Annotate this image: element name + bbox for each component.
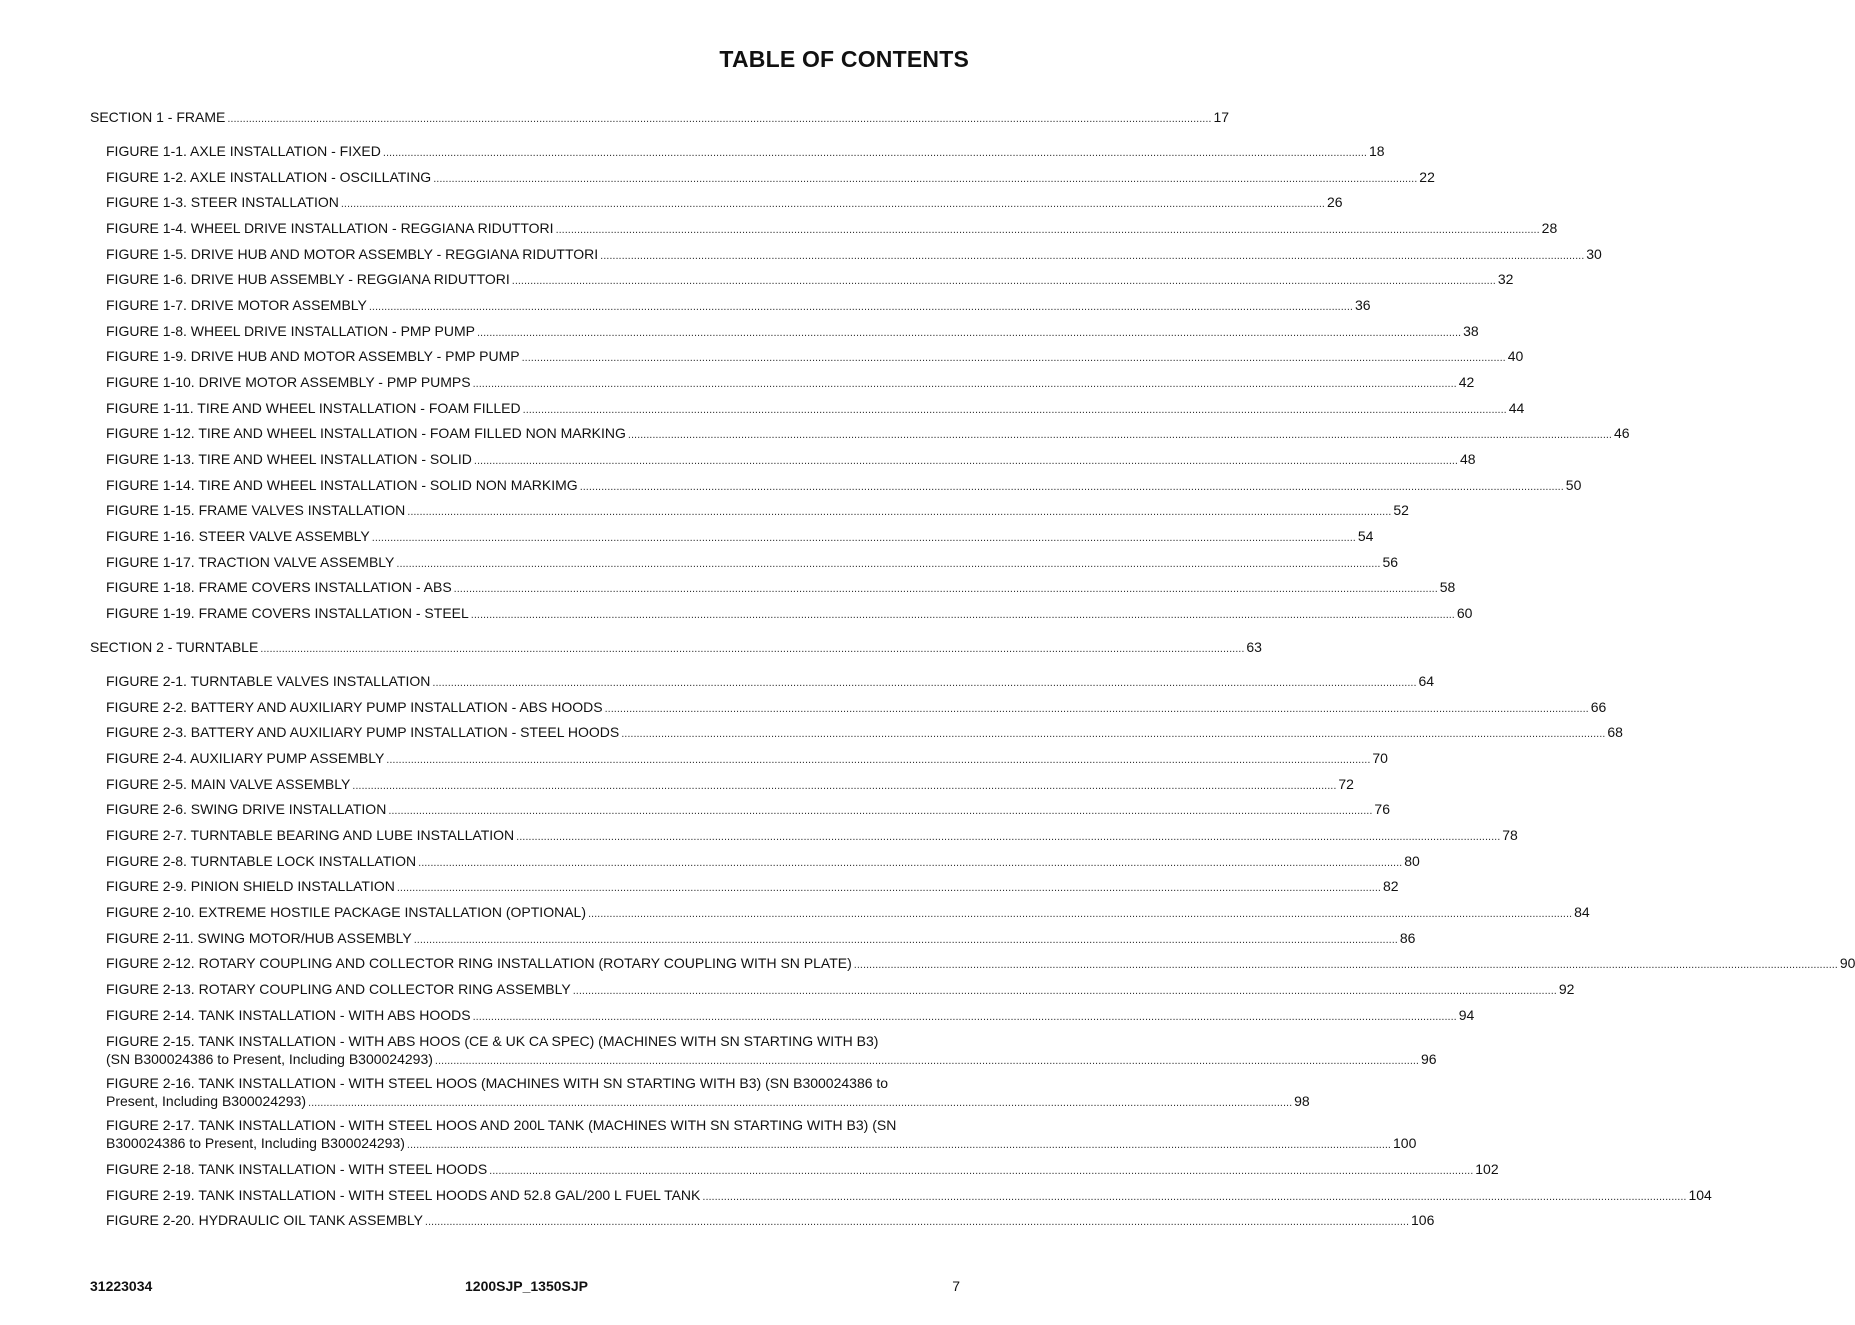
toc-figure-entry[interactable] [90, 877, 1399, 897]
dot-leader [512, 270, 1496, 290]
toc-entry-title: FIGURE 2-9. PINION SHIELD INSTALLATION [106, 878, 395, 894]
toc-entry-title: Present, Including B300024293) [106, 1093, 307, 1109]
dot-leader [628, 424, 1612, 444]
toc-figure-entry[interactable] [90, 723, 1623, 743]
dot-leader [473, 1006, 1457, 1026]
toc-figure-entry[interactable] [90, 826, 1518, 846]
dot-leader [396, 553, 1380, 573]
toc-figure-entry[interactable] [90, 749, 1388, 769]
toc-page-number: 30 [1586, 246, 1602, 262]
toc-page-number: 38 [1463, 323, 1479, 339]
dot-leader [418, 852, 1402, 872]
dot-leader [433, 168, 1417, 188]
toc-figure-entry[interactable] [90, 424, 1630, 444]
toc-entry-title: SECTION 2 - TURNTABLE [90, 639, 259, 655]
toc-figure-entry[interactable] [90, 1186, 1712, 1206]
toc-entry-title: FIGURE 1-4. WHEEL DRIVE INSTALLATION - REGGIANA RIDUTTORI [106, 220, 554, 236]
toc-entry-title: FIGURE 1-2. AXLE INSTALLATION - OSCILLATING [106, 169, 432, 185]
toc-entry-title: FIGURE 1-1. AXLE INSTALLATION - FIXED [106, 143, 381, 159]
dot-leader [407, 501, 1391, 521]
dot-leader [473, 373, 1457, 393]
toc-figure-entry[interactable] [90, 476, 1582, 496]
toc-page-number: 36 [1354, 297, 1371, 313]
toc-figure-entry[interactable] [90, 168, 1435, 188]
toc-figure-entry[interactable] [90, 347, 1524, 367]
toc-entry-title: FIGURE 2-13. ROTARY COUPLING AND COLLECTOR RING ASSEMBLY [106, 981, 571, 997]
toc-entry-title: FIGURE 1-18. FRAME COVERS INSTALLATION - ABS [106, 579, 452, 595]
dot-leader [435, 1050, 1419, 1070]
toc-entry-title: FIGURE 1-3. STEER INSTALLATION [106, 194, 339, 210]
toc-page-number: 66 [1590, 699, 1607, 715]
toc-entry-title: FIGURE 2-7. TURNTABLE BEARING AND LUBE INSTALLATION [106, 827, 515, 843]
toc-page-number: 94 [1458, 1007, 1475, 1023]
toc-figure-entry[interactable] [90, 578, 1456, 598]
toc-figure-entry[interactable] [90, 193, 1343, 213]
dot-leader [489, 1160, 1473, 1180]
toc-figure-entry[interactable] [90, 1211, 1435, 1231]
toc-entry-title: FIGURE 2-10. EXTREME HOSTILE PACKAGE INSTALLATION (OPTIONAL) [106, 904, 586, 920]
dot-leader [369, 296, 1353, 316]
toc-page-number: 28 [1541, 220, 1558, 236]
footer-model: 1200SJP_1350SJP [465, 1278, 588, 1294]
toc-figure-entry[interactable] [90, 1006, 1475, 1026]
dot-leader [414, 929, 1398, 949]
toc-entry-title: FIGURE 2-18. TANK INSTALLATION - WITH STEEL HOODS [106, 1161, 488, 1177]
toc-figure-entry[interactable] [90, 527, 1374, 547]
toc-page-number: 63 [1246, 639, 1262, 655]
toc-entry-title: B300024386 to Present, Including B300024293) [106, 1135, 405, 1151]
dot-leader [477, 322, 1461, 342]
dot-leader [227, 108, 1211, 128]
footer-page-number: 7 [952, 1278, 960, 1294]
toc-entry-title: FIGURE 1-13. TIRE AND WHEEL INSTALLATION - SOLID [106, 451, 472, 467]
toc-entry-title: FIGURE 1-16. STEER VALVE ASSEMBLY [106, 528, 370, 544]
toc-page-number: 86 [1399, 930, 1416, 946]
toc-entry-title-line: FIGURE 2-17. TANK INSTALLATION - WITH STEEL HOOS AND 200L TANK (MACHINES WITH SN STARTING WITH B3) (SN [106, 1117, 897, 1133]
toc-page-number: 48 [1460, 451, 1476, 467]
toc-entry-title: FIGURE 2-5. MAIN VALVE ASSEMBLY [106, 776, 351, 792]
toc-page-number: 102 [1475, 1161, 1499, 1177]
dot-leader [621, 723, 1605, 743]
toc-figure-entry[interactable] [90, 954, 1855, 974]
toc-page-number: 90 [1839, 955, 1855, 971]
toc-figure-entry[interactable] [90, 800, 1390, 820]
toc-entry-title: FIGURE 2-2. BATTERY AND AUXILIARY PUMP INSTALLATION - ABS HOODS [106, 699, 603, 715]
toc-entry-title-line: FIGURE 2-16. TANK INSTALLATION - WITH STEEL HOOS (MACHINES WITH SN STARTING WITH B3) (SN B300024386 to [106, 1075, 889, 1091]
dot-leader [425, 1211, 1409, 1231]
toc-page-number: 92 [1558, 981, 1575, 997]
toc-entry-title: FIGURE 1-7. DRIVE MOTOR ASSEMBLY [106, 297, 367, 313]
dot-leader [573, 980, 1557, 1000]
dot-leader [605, 698, 1589, 718]
toc-page-number: 17 [1213, 109, 1230, 125]
toc-entry-title: FIGURE 2-11. SWING MOTOR/HUB ASSEMBLY [106, 930, 412, 946]
toc-page-number: 104 [1688, 1187, 1712, 1203]
footer-doc-number: 31223034 [90, 1278, 153, 1294]
toc-page-number: 56 [1382, 554, 1399, 570]
toc-entry-title: FIGURE 2-1. TURNTABLE VALVES INSTALLATION [106, 673, 431, 689]
toc-page-number: 100 [1393, 1135, 1417, 1151]
toc-figure-entry[interactable] [90, 399, 1525, 419]
toc-page-number: 44 [1508, 400, 1525, 416]
toc-figure-entry[interactable] [90, 775, 1354, 795]
toc-figure-entry[interactable] [90, 1032, 1437, 1070]
dot-leader [260, 638, 1244, 658]
dot-leader [352, 775, 1336, 795]
toc-figure-entry[interactable] [90, 929, 1416, 949]
toc-entry-title: FIGURE 1-10. DRIVE MOTOR ASSEMBLY - PMP PUMPS [106, 374, 471, 390]
toc-figure-entry[interactable] [90, 903, 1590, 923]
toc-page-number: 84 [1574, 904, 1590, 920]
toc-figure-entry[interactable] [90, 698, 1607, 718]
toc-entry-title-line: FIGURE 2-15. TANK INSTALLATION - WITH ABS HOOS (CE & UK CA SPEC) (MACHINES WITH SN STARTING WITH B3) [106, 1033, 879, 1049]
toc-entry-title: FIGURE 2-12. ROTARY COUPLING AND COLLECTOR RING INSTALLATION (ROTARY COUPLING WITH SN PLATE) [106, 955, 852, 971]
toc-figure-entry[interactable] [90, 373, 1475, 393]
toc-page-number: 50 [1565, 477, 1582, 493]
toc-entry-title: FIGURE 2-20. HYDRAULIC OIL TANK ASSEMBLY [106, 1212, 423, 1228]
dot-leader [383, 142, 1367, 162]
dot-leader [397, 877, 1381, 897]
dot-leader [600, 245, 1584, 265]
dot-leader [474, 450, 1458, 470]
toc-entry-title: FIGURE 1-8. WHEEL DRIVE INSTALLATION - PMP PUMP [106, 323, 475, 339]
toc-entry-title: FIGURE 2-6. SWING DRIVE INSTALLATION [106, 801, 387, 817]
toc-figure-entry[interactable] [90, 604, 1473, 624]
toc-page-number: 58 [1439, 579, 1456, 595]
dot-leader [523, 399, 1507, 419]
toc-page-number: 82 [1382, 878, 1399, 894]
dot-leader [308, 1092, 1292, 1112]
toc-figure-entry[interactable] [90, 270, 1514, 290]
dot-leader [854, 954, 1838, 974]
toc-page-number: 60 [1456, 605, 1473, 621]
toc-figure-entry[interactable] [90, 1074, 1310, 1112]
dot-leader [388, 800, 1372, 820]
dot-leader [386, 749, 1370, 769]
toc-page-number: 76 [1374, 801, 1390, 817]
dot-leader [471, 604, 1455, 624]
dot-leader [454, 578, 1438, 598]
dot-leader [702, 1186, 1686, 1206]
toc-page-number: 26 [1326, 194, 1343, 210]
toc-page-number: 46 [1614, 425, 1630, 441]
dot-leader [580, 476, 1564, 496]
toc-page-number: 42 [1458, 374, 1475, 390]
toc-entry-title: FIGURE 1-15. FRAME VALVES INSTALLATION [106, 502, 406, 518]
toc-figure-entry[interactable] [90, 142, 1385, 162]
toc-entry-title: FIGURE 1-9. DRIVE HUB AND MOTOR ASSEMBLY - PMP PUMP [106, 348, 520, 364]
toc-page-number: 32 [1497, 271, 1514, 287]
toc-entry-title: FIGURE 2-8. TURNTABLE LOCK INSTALLATION [106, 853, 417, 869]
toc-entry-title: (SN B300024386 to Present, Including B300024293) [106, 1051, 433, 1067]
toc-page-number: 52 [1393, 502, 1409, 518]
toc-figure-entry[interactable] [90, 501, 1409, 521]
toc-page-number: 96 [1421, 1051, 1437, 1067]
toc-entry-title: FIGURE 1-6. DRIVE HUB ASSEMBLY - REGGIANA RIDUTTORI [106, 271, 510, 287]
toc-page-number: 18 [1368, 143, 1385, 159]
toc-entry-title: FIGURE 2-19. TANK INSTALLATION - WITH STEEL HOODS AND 52.8 GAL/200 L FUEL TANK [106, 1187, 701, 1203]
toc-entry-title: FIGURE 1-12. TIRE AND WHEEL INSTALLATION - FOAM FILLED NON MARKING [106, 425, 626, 441]
toc-entry-title: FIGURE 1-19. FRAME COVERS INSTALLATION - STEEL [106, 605, 469, 621]
toc-figure-entry[interactable] [90, 1116, 1417, 1154]
toc-entry-title: FIGURE 2-14. TANK INSTALLATION - WITH ABS HOODS [106, 1007, 471, 1023]
toc-page-number: 40 [1507, 348, 1524, 364]
dot-leader [432, 672, 1416, 692]
toc-page-number: 64 [1418, 673, 1435, 689]
toc-page-number: 106 [1411, 1212, 1435, 1228]
toc-figure-entry[interactable] [90, 322, 1479, 342]
toc-page-number: 22 [1419, 169, 1435, 185]
toc-figure-entry[interactable] [90, 672, 1435, 692]
toc-figure-entry[interactable] [90, 852, 1420, 872]
dot-leader [407, 1134, 1391, 1154]
dot-leader [588, 903, 1572, 923]
toc-figure-entry[interactable] [90, 296, 1371, 316]
dot-leader [341, 193, 1325, 213]
toc-figure-entry[interactable] [90, 553, 1399, 573]
toc-section-entry[interactable] [90, 108, 1230, 128]
toc-page-number: 78 [1502, 827, 1518, 843]
toc-page-number: 72 [1338, 776, 1354, 792]
toc-page-number: 70 [1372, 750, 1388, 766]
dot-leader [372, 527, 1356, 547]
toc-entry-title: FIGURE 1-17. TRACTION VALVE ASSEMBLY [106, 554, 395, 570]
toc-entry-title: FIGURE 2-4. AUXILIARY PUMP ASSEMBLY [106, 750, 385, 766]
toc-page-number: 54 [1357, 528, 1374, 544]
toc-figure-entry[interactable] [90, 450, 1476, 470]
toc-figure-entry[interactable] [90, 219, 1558, 239]
toc-entry-title: FIGURE 2-3. BATTERY AND AUXILIARY PUMP INSTALLATION - STEEL HOODS [106, 724, 620, 740]
dot-leader [556, 219, 1540, 239]
toc-page-number: 68 [1607, 724, 1623, 740]
toc-page-number: 98 [1294, 1093, 1310, 1109]
toc-figure-entry[interactable] [90, 245, 1602, 265]
toc-figure-entry[interactable] [90, 1160, 1499, 1180]
toc-entry-title: SECTION 1 - FRAME [90, 109, 226, 125]
toc-entry-title: FIGURE 1-5. DRIVE HUB AND MOTOR ASSEMBLY - REGGIANA RIDUTTORI [106, 246, 599, 262]
toc-figure-entry[interactable] [90, 980, 1575, 1000]
toc-page-number: 80 [1404, 853, 1420, 869]
dot-leader [522, 347, 1506, 367]
toc-section-entry[interactable] [90, 638, 1262, 658]
dot-leader [516, 826, 1500, 846]
toc-entry-title: FIGURE 1-14. TIRE AND WHEEL INSTALLATION - SOLID NON MARKIMG [106, 477, 578, 493]
toc-entry-title: FIGURE 1-11. TIRE AND WHEEL INSTALLATION - FOAM FILLED [106, 400, 521, 416]
page-title: TABLE OF CONTENTS [719, 46, 969, 72]
